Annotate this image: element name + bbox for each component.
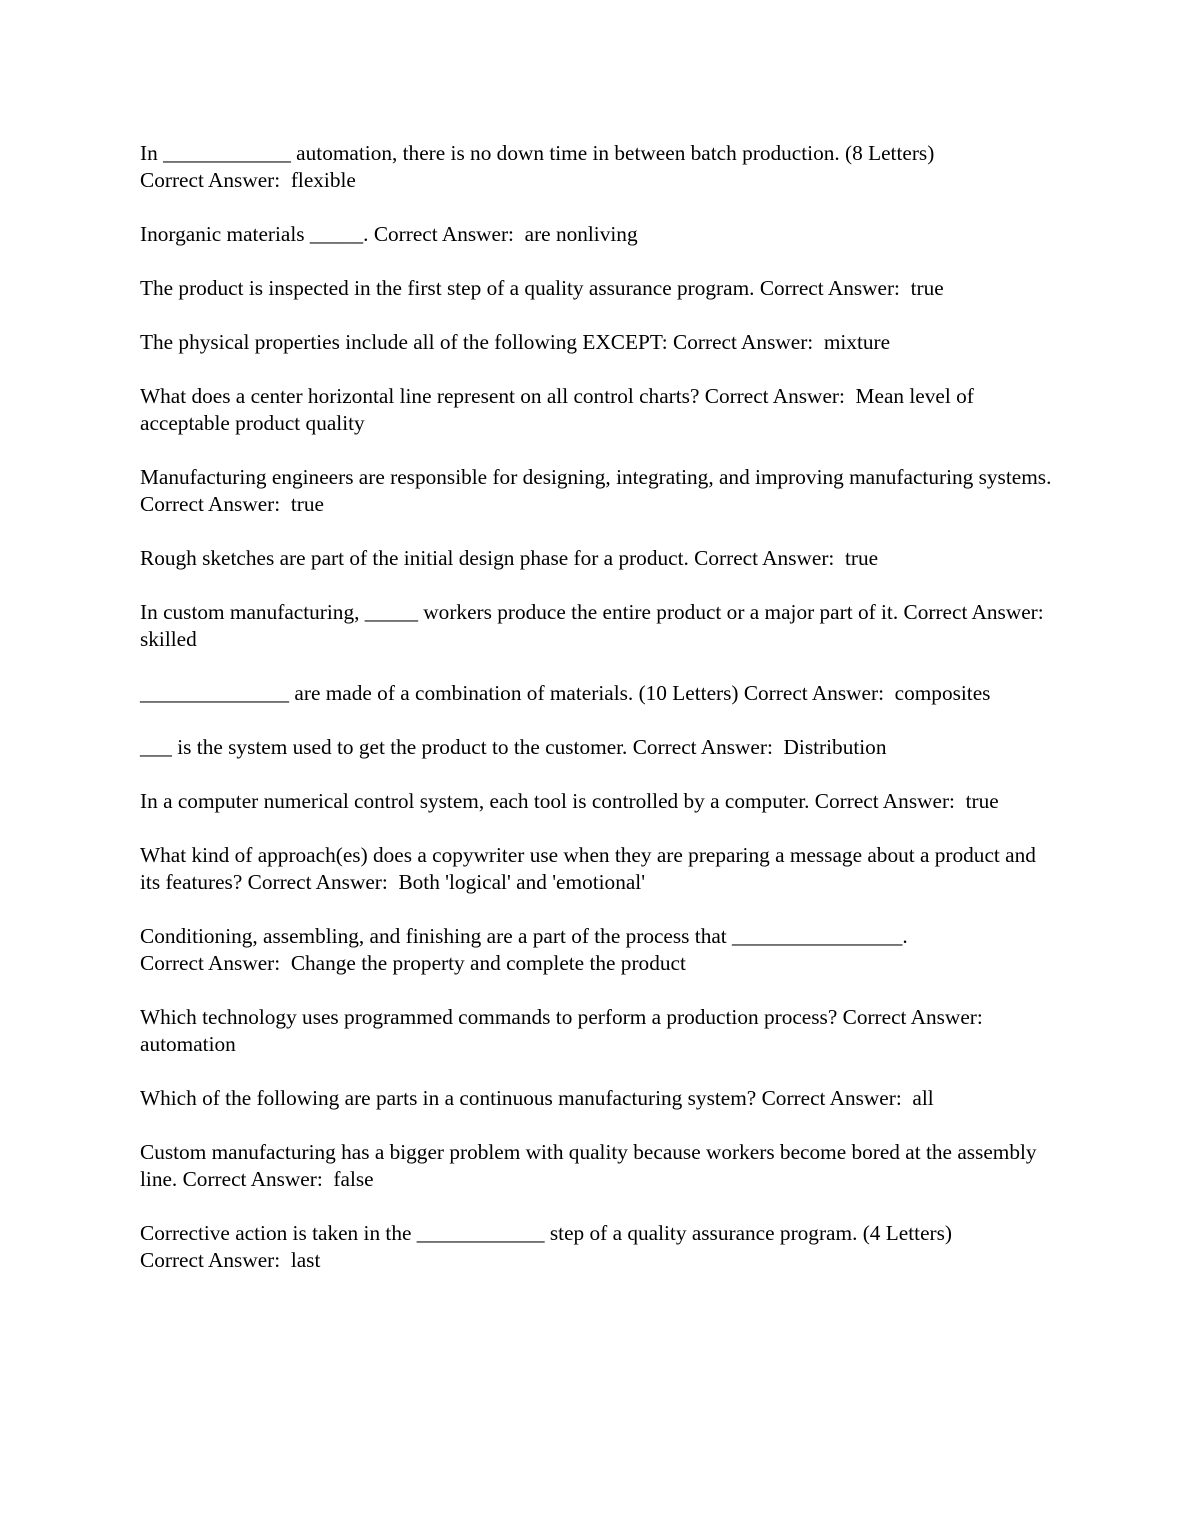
qa-question: What does a center horizontal line represent on all control charts? <box>140 384 700 408</box>
qa-answer: Correct Answer: flexible <box>140 168 356 192</box>
qa-answer: Correct Answer: Mean level of acceptable product quality <box>140 384 980 435</box>
qa-item-16 <box>140 1139 1055 1193</box>
qa-item-15 <box>140 1085 1055 1112</box>
qa-item-13 <box>140 923 1055 977</box>
qa-question: Which of the following are parts in a continuous manufacturing system? <box>140 1086 757 1110</box>
qa-item-5 <box>140 383 1055 437</box>
qa-answer: Correct Answer: Distribution <box>632 735 887 759</box>
qa-question: Custom manufacturing has a bigger problem with quality because workers become bored at the assembly line. <box>140 1140 1042 1191</box>
qa-answer: Correct Answer: Change the property and complete the product <box>140 951 686 975</box>
qa-answer: Correct Answer: automation <box>140 1005 994 1056</box>
qa-answer: Correct Answer: all <box>761 1086 934 1110</box>
qa-answer: Correct Answer: mixture <box>673 330 891 354</box>
qa-item-9 <box>140 680 1055 707</box>
qa-question: Inorganic materials _____. <box>140 222 369 246</box>
qa-item-17 <box>140 1220 1055 1274</box>
qa-question: ______________ are made of a combination of materials. (10 Letters) <box>140 681 739 705</box>
qa-answer: Correct Answer: true <box>759 276 944 300</box>
qa-question: What kind of approach(es) does a copywriter use when they are preparing a message about a product and its features? <box>140 843 1042 894</box>
qa-question: Corrective action is taken in the ____________ step of a quality assurance program. (4 Letters) <box>140 1221 952 1245</box>
qa-answer: Correct Answer: true <box>814 789 999 813</box>
qa-answer: Correct Answer: are nonliving <box>373 222 638 246</box>
qa-item-12 <box>140 842 1055 896</box>
qa-item-11 <box>140 788 1055 815</box>
qa-question: Rough sketches are part of the initial design phase for a product. <box>140 546 689 570</box>
qa-list <box>140 140 1055 1301</box>
qa-question: The product is inspected in the first step of a quality assurance program. <box>140 276 755 300</box>
qa-item-3 <box>140 275 1055 302</box>
qa-question: In custom manufacturing, _____ workers produce the entire product or a major part of it. <box>140 600 899 624</box>
qa-question: The physical properties include all of the following EXCEPT: <box>140 330 668 354</box>
qa-item-4 <box>140 329 1055 356</box>
qa-item-8 <box>140 599 1055 653</box>
qa-question: Which technology uses programmed commands to perform a production process? <box>140 1005 838 1029</box>
qa-answer: Correct Answer: false <box>182 1167 374 1191</box>
qa-answer: Correct Answer: composites <box>743 681 991 705</box>
qa-question: Manufacturing engineers are responsible for designing, integrating, and improving manufacturing systems. <box>140 465 1052 489</box>
qa-item-7 <box>140 545 1055 572</box>
qa-answer: Correct Answer: Both 'logical' and 'emotional' <box>247 870 646 894</box>
qa-question: ___ is the system used to get the product to the customer. <box>140 735 628 759</box>
qa-question: In ____________ automation, there is no down time in between batch production. (8 Letters) <box>140 141 935 165</box>
qa-question: In a computer numerical control system, each tool is controlled by a computer. <box>140 789 810 813</box>
qa-answer: Correct Answer: true <box>694 546 879 570</box>
qa-item-2 <box>140 221 1055 248</box>
qa-item-6 <box>140 464 1055 518</box>
qa-item-1 <box>140 140 1055 194</box>
qa-answer: Correct Answer: last <box>140 1248 321 1272</box>
qa-answer: Correct Answer: true <box>140 492 324 516</box>
qa-item-14 <box>140 1004 1055 1058</box>
qa-item-10 <box>140 734 1055 761</box>
qa-answer: Correct Answer: skilled <box>140 600 1055 651</box>
qa-question: Conditioning, assembling, and finishing are a part of the process that ________________. <box>140 924 908 948</box>
